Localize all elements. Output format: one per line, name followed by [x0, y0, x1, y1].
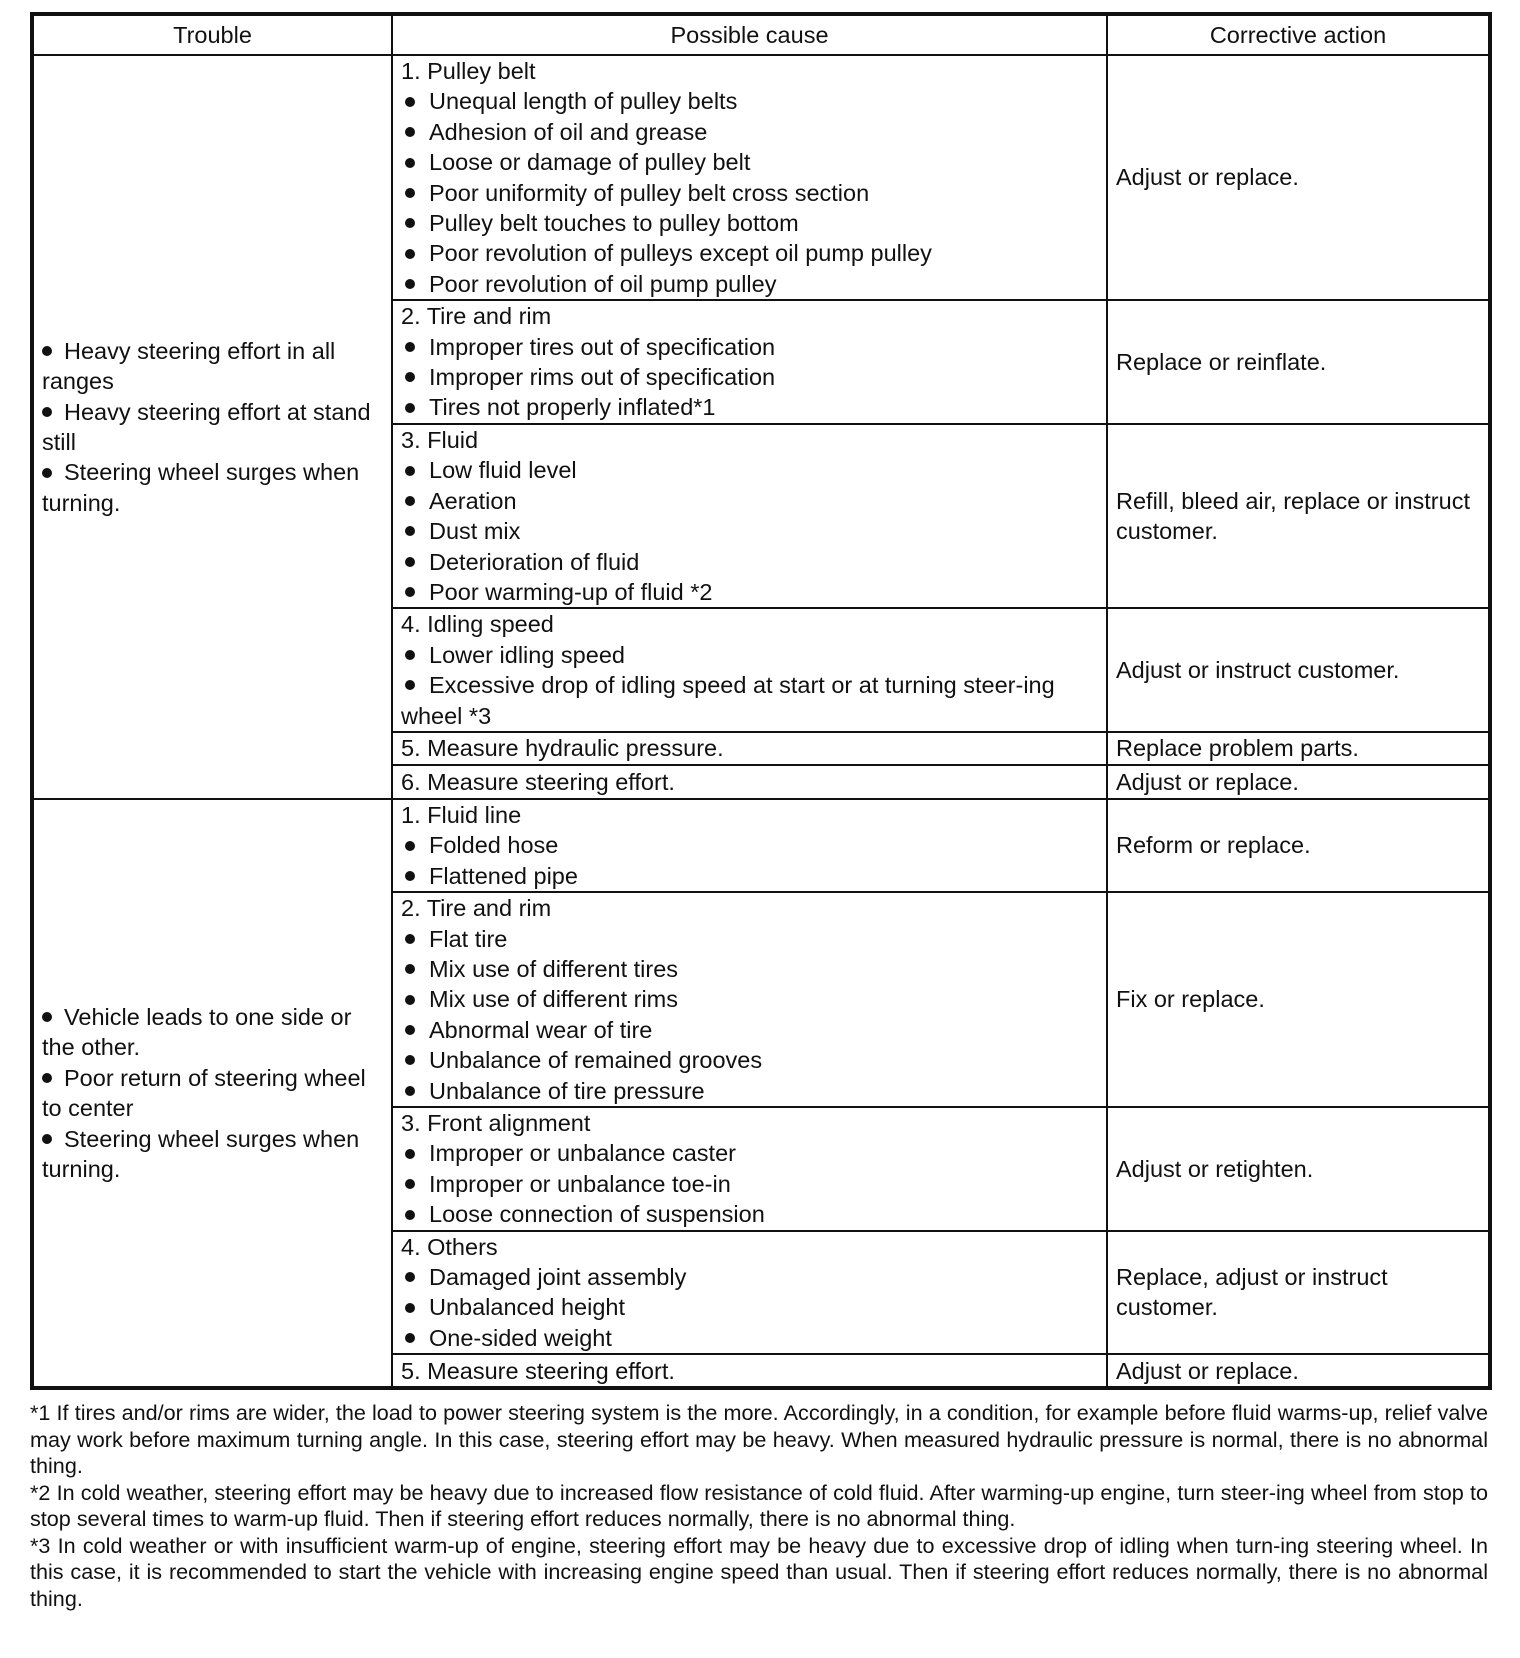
cause-item	[401, 577, 1098, 607]
cause-item	[401, 1292, 1098, 1322]
bullet-icon	[405, 1210, 415, 1220]
cause-item	[401, 455, 1098, 485]
cause-item	[401, 1262, 1098, 1292]
bullet-icon	[405, 158, 415, 168]
cause-heading: 1. Fluid line	[401, 801, 522, 828]
bullet-icon	[405, 1025, 415, 1035]
trouble-item	[42, 457, 383, 518]
cause-item-text: Lower idling speed	[429, 641, 625, 668]
cause-item-text: Tires not properly inflated*1	[429, 394, 716, 421]
possible-cause-cell	[392, 424, 1107, 608]
cause-item	[401, 984, 1098, 1014]
cause-item	[401, 486, 1098, 516]
cause-heading: 5. Measure steering effort.	[401, 1357, 675, 1384]
possible-cause-cell	[392, 300, 1107, 424]
bullet-icon	[405, 1272, 415, 1282]
cause-item-text: Flat tire	[429, 925, 508, 952]
cause-item	[401, 269, 1098, 299]
bullet-icon	[405, 934, 415, 944]
header-possible-cause: Possible cause	[392, 14, 1107, 55]
corrective-action-cell: Fix or replace.	[1107, 892, 1490, 1107]
bullet-icon	[405, 466, 415, 476]
cause-item-text: Improper or unbalance toe-in	[429, 1170, 731, 1197]
corrective-action-cell: Adjust or replace.	[1107, 1354, 1490, 1388]
bullet-icon	[405, 188, 415, 198]
bullet-icon	[405, 1333, 415, 1343]
cause-heading: 4. Idling speed	[401, 611, 554, 638]
bullet-icon	[42, 407, 52, 417]
table-body	[32, 55, 1490, 1388]
bullet-icon	[405, 97, 415, 107]
possible-cause-cell	[392, 1107, 1107, 1231]
bullet-icon	[405, 496, 415, 506]
cause-heading: 1. Pulley belt	[401, 58, 536, 84]
cause-item	[401, 954, 1098, 984]
corrective-action-cell: Replace, adjust or instruct customer.	[1107, 1231, 1490, 1355]
cause-item-text: Dust mix	[429, 518, 521, 545]
bullet-icon	[405, 841, 415, 851]
trouble-cell	[32, 799, 392, 1388]
trouble-text: Heavy steering effort in all ranges	[42, 337, 336, 395]
bullet-icon	[42, 346, 52, 356]
bullet-icon	[405, 557, 415, 567]
corrective-action-cell: Adjust or replace.	[1107, 55, 1490, 300]
trouble-item	[42, 336, 383, 397]
possible-cause-cell	[392, 799, 1107, 892]
bullet-icon	[405, 1303, 415, 1313]
cause-item-text: Flattened pipe	[429, 862, 578, 889]
bullet-icon	[405, 526, 415, 536]
cause-item	[401, 1045, 1098, 1075]
bullet-icon	[42, 468, 52, 478]
cause-item	[401, 238, 1098, 268]
corrective-action-cell: Adjust or replace.	[1107, 765, 1490, 799]
bullet-icon	[405, 1179, 415, 1189]
document-page	[30, 12, 1488, 1612]
cause-item	[401, 830, 1098, 860]
corrective-action-cell: Replace or reinflate.	[1107, 300, 1490, 424]
corrective-action-cell: Replace problem parts.	[1107, 732, 1490, 765]
cause-heading: 6. Measure steering effort.	[401, 768, 675, 795]
bullet-icon	[42, 1134, 52, 1144]
bullet-icon	[405, 964, 415, 974]
cause-item-text: Folded hose	[429, 832, 559, 859]
corrective-action-cell: Adjust or instruct customer.	[1107, 608, 1490, 732]
trouble-item	[42, 1063, 383, 1124]
cause-item	[401, 1199, 1098, 1229]
cause-item	[401, 1076, 1098, 1106]
bullet-icon	[405, 342, 415, 352]
cause-heading: 3. Front alignment	[401, 1110, 591, 1136]
cause-item-text: Excessive drop of idling speed at start or at turning steer-ing wheel *3	[401, 672, 1055, 729]
bullet-icon	[405, 650, 415, 660]
cause-item	[401, 1138, 1098, 1168]
cause-item	[401, 640, 1098, 670]
corrective-action-cell: Refill, bleed air, replace or instruct customer.	[1107, 424, 1490, 608]
cause-item-text: One-sided weight	[429, 1324, 612, 1351]
bullet-icon	[405, 249, 415, 259]
cause-item	[401, 861, 1098, 891]
bullet-icon	[405, 995, 415, 1005]
corrective-action-cell: Adjust or retighten.	[1107, 1107, 1490, 1231]
cause-item-text: Unbalance of tire pressure	[429, 1077, 705, 1104]
bullet-icon	[405, 1149, 415, 1159]
cause-item	[401, 86, 1098, 116]
cause-heading: 4. Others	[401, 1233, 498, 1260]
trouble-item	[42, 1002, 383, 1063]
cause-item-text: Poor warming-up of fluid *2	[429, 578, 713, 605]
cause-item-text: Improper tires out of specification	[429, 333, 776, 360]
cause-item-text: Improper or unbalance caster	[429, 1140, 736, 1167]
cause-item-text: Abnormal wear of tire	[429, 1016, 653, 1043]
cause-item-text: Loose or damage of pulley belt	[429, 149, 751, 176]
cause-item-text: Unequal length of pulley belts	[429, 88, 738, 115]
cause-item-text: Low fluid level	[429, 457, 577, 484]
cause-item-text: Poor uniformity of pulley belt cross section	[429, 179, 870, 206]
footnote-1: *1 If tires and/or rims are wider, the load to power steering system is the more. Accordingly, in a condition, for example before fluid warms-up, relief valve may work before maximum turning angle. In this case, steering effort may be heavy. When measured hydraulic pressure is normal, there is no abnormal thing.	[30, 1400, 1488, 1479]
cause-item-text: Mix use of different tires	[429, 955, 679, 982]
bullet-icon	[405, 279, 415, 289]
bullet-icon	[405, 871, 415, 881]
possible-cause-cell	[392, 892, 1107, 1107]
cause-item	[401, 1169, 1098, 1199]
trouble-text: Vehicle leads to one side or the other.	[42, 1003, 352, 1061]
possible-cause-cell	[392, 1231, 1107, 1355]
cause-item-text: Unbalanced height	[429, 1294, 625, 1321]
trouble-text: Heavy steering effort at stand still	[42, 398, 371, 455]
header-trouble: Trouble	[32, 14, 392, 55]
possible-cause-cell	[392, 765, 1107, 799]
bullet-icon	[405, 680, 415, 690]
header-corrective-action: Corrective action	[1107, 14, 1490, 55]
cause-item-text: Damaged joint assembly	[429, 1264, 687, 1291]
possible-cause-cell	[392, 608, 1107, 732]
cause-heading: 2. Tire and rim	[401, 303, 552, 330]
bullet-icon	[405, 1055, 415, 1065]
cause-item	[401, 208, 1098, 238]
bullet-icon	[405, 372, 415, 382]
corrective-action-cell: Reform or replace.	[1107, 799, 1490, 892]
bullet-icon	[405, 403, 415, 413]
cause-heading: 2. Tire and rim	[401, 895, 552, 922]
table-row	[32, 55, 1490, 300]
possible-cause-cell	[392, 55, 1107, 300]
cause-item	[401, 924, 1098, 954]
bullet-icon	[405, 127, 415, 137]
cause-item-text: Deterioration of fluid	[429, 548, 640, 575]
cause-item	[401, 117, 1098, 147]
bullet-icon	[42, 1073, 52, 1083]
bullet-icon	[405, 1086, 415, 1096]
trouble-item	[42, 1124, 383, 1185]
cause-item-text: Adhesion of oil and grease	[429, 118, 708, 145]
bullet-icon	[405, 218, 415, 228]
cause-item	[401, 1015, 1098, 1045]
trouble-cell	[32, 55, 392, 799]
footnotes	[30, 1400, 1488, 1612]
cause-item	[401, 178, 1098, 208]
cause-item	[401, 670, 1098, 731]
possible-cause-cell	[392, 1354, 1107, 1388]
table-row	[32, 799, 1490, 892]
trouble-text: Steering wheel surges when turning.	[42, 1125, 360, 1182]
trouble-item	[42, 397, 383, 458]
cause-item	[401, 1323, 1098, 1353]
cause-item-text: Poor revolution of oil pump pulley	[429, 270, 777, 297]
bullet-icon	[405, 587, 415, 597]
cause-item	[401, 392, 1098, 422]
footnote-3: *3 In cold weather or with insufficient warm-up of engine, steering effort may be heavy due to excessive drop of idling when turn-ing steering wheel. In this case, it is recommended to start the vehicle with increasing engine speed than usual. Then if steering effort reduces normally, there is no abnormal thing.	[30, 1532, 1488, 1611]
cause-item	[401, 362, 1098, 392]
cause-heading: 3. Fluid	[401, 426, 479, 453]
cause-item-text: Mix use of different rims	[429, 986, 679, 1013]
troubleshooting-table	[30, 12, 1492, 1390]
footnote-2: *2 In cold weather, steering effort may be heavy due to increased flow resistance of cold fluid. After warming-up engine, turn steer-ing wheel from stop to stop several times to warm-up fluid. Then if steering effort reduces normally, there is no abnormal thing.	[30, 1479, 1488, 1532]
cause-item-text: Poor revolution of pulleys except oil pump pulley	[429, 240, 932, 267]
table-header-row	[32, 14, 1490, 55]
cause-item-text: Aeration	[429, 487, 517, 514]
trouble-text: Poor return of steering wheel to center	[42, 1064, 366, 1122]
cause-item	[401, 332, 1098, 362]
cause-item	[401, 516, 1098, 546]
trouble-text: Steering wheel surges when turning.	[42, 459, 360, 516]
cause-item-text: Unbalance of remained grooves	[429, 1047, 763, 1074]
cause-item-text: Loose connection of suspension	[429, 1201, 765, 1228]
cause-item	[401, 147, 1098, 177]
cause-heading: 5. Measure hydraulic pressure.	[401, 735, 724, 762]
cause-item-text: Improper rims out of specification	[429, 364, 776, 391]
cause-item-text: Pulley belt touches to pulley bottom	[429, 210, 799, 237]
bullet-icon	[42, 1012, 52, 1022]
possible-cause-cell	[392, 732, 1107, 765]
cause-item	[401, 547, 1098, 577]
